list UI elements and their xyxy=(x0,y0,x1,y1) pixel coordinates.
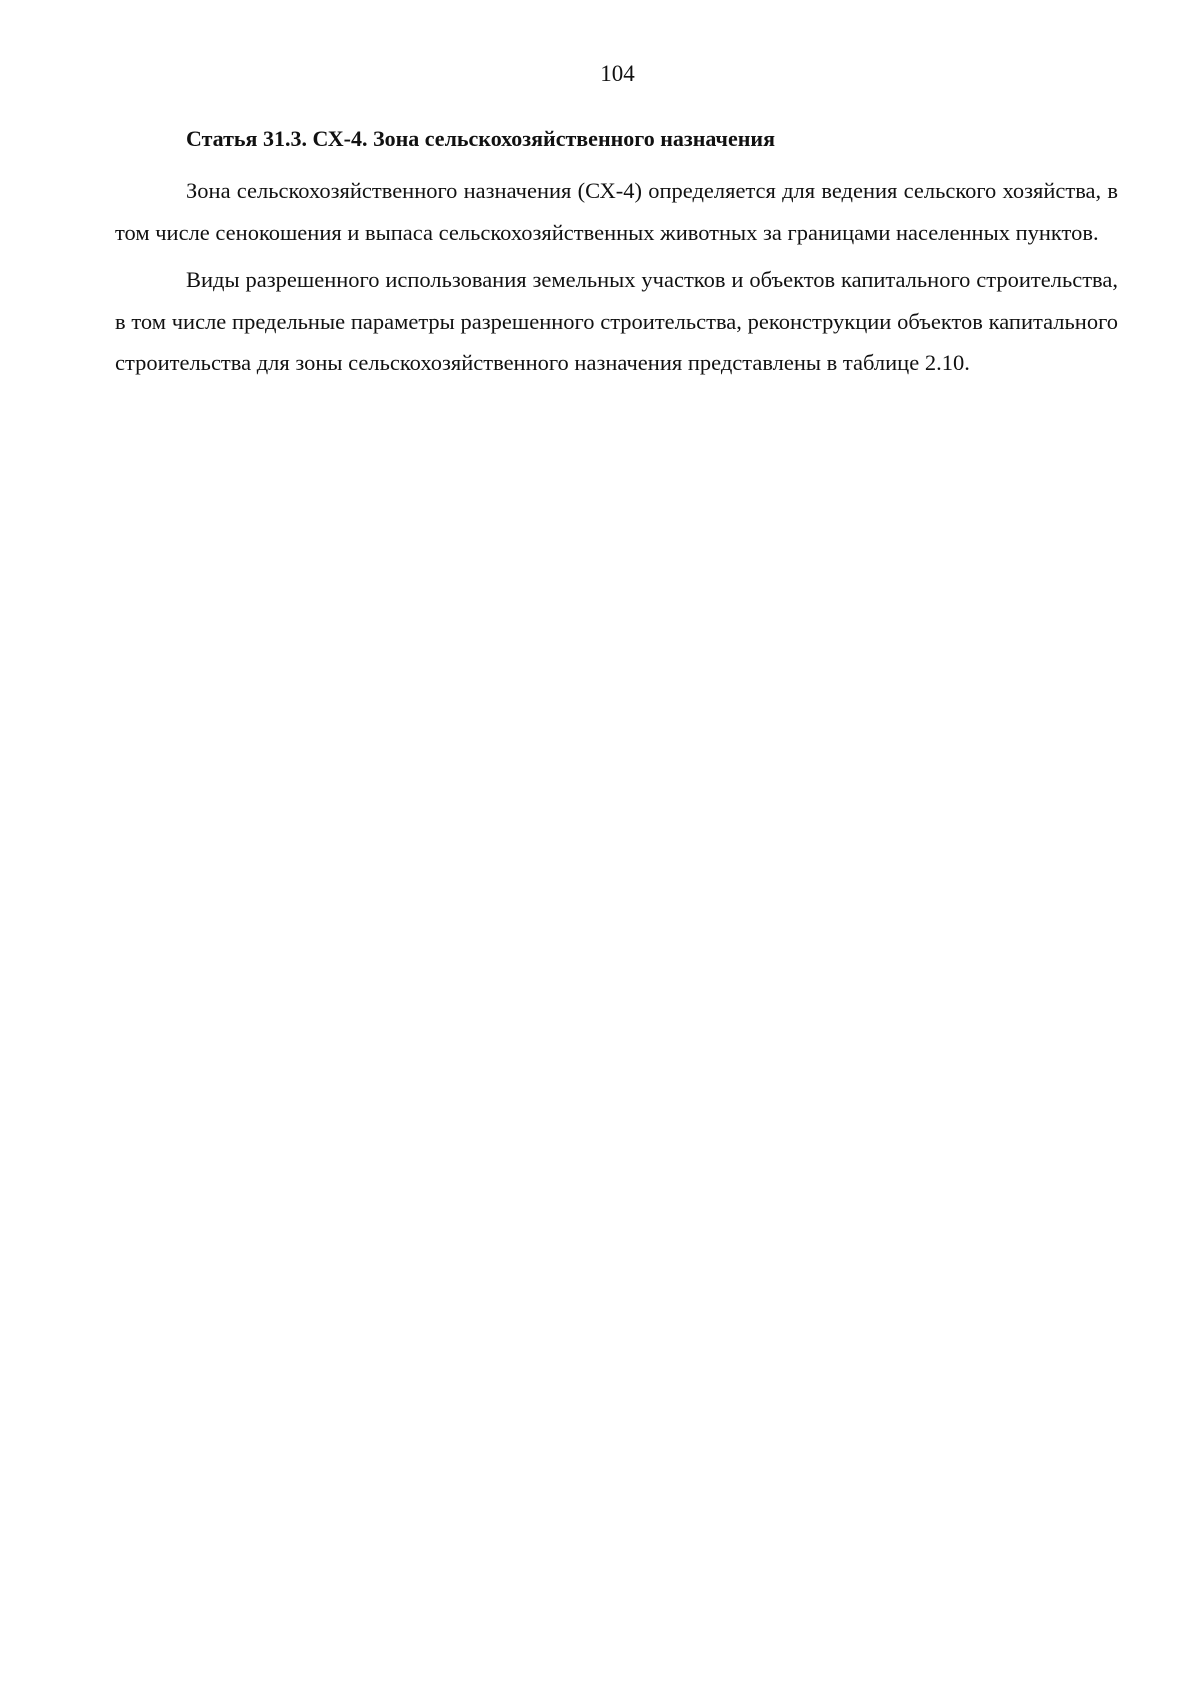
article-body xyxy=(115,124,1118,390)
zone-definition-paragraph: Зона сельскохозяйственного назначения (СХ-4) определяется для ведения сельского хозяйства, в том числе сенокошения и выпаса сельскохозяйственных животных за границами населенных пунктов. xyxy=(115,178,1118,245)
page-number: 104 xyxy=(600,61,635,86)
article-heading: Статья 31.3. СХ-4. Зона сельскохозяйственного назначения xyxy=(186,126,775,151)
permitted-use-paragraph: Виды разрешенного использования земельных участков и объектов капитального строительства, в том числе предельные параметры разрешенного строительства, реконструкции объектов капитального строительства для зоны сельскохозяйственного назначения представлены в таблице 2.10. xyxy=(115,267,1118,375)
